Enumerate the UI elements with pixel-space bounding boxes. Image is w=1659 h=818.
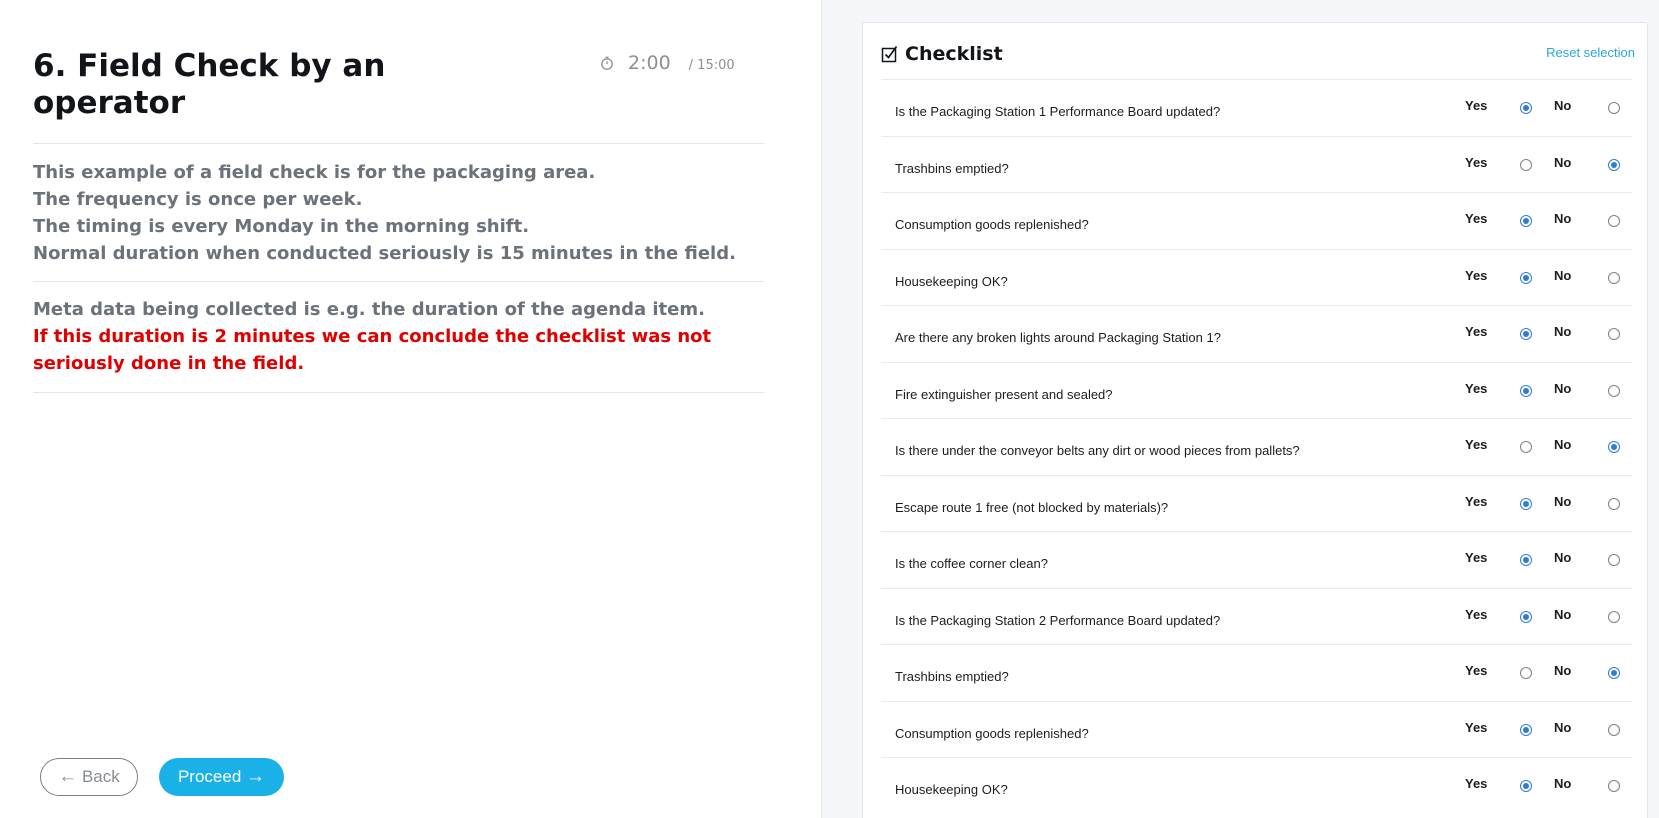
- proceed-button[interactable]: [159, 758, 284, 796]
- yes-radio[interactable]: [1520, 159, 1532, 171]
- divider: [33, 143, 764, 144]
- timer-total: / 15:00: [688, 58, 735, 73]
- description-block: [33, 159, 764, 267]
- checklist-title: [881, 43, 1003, 65]
- description-line: This example of a field check is for the packaging area.: [33, 162, 596, 183]
- no-radio[interactable]: [1608, 498, 1620, 510]
- description-line: The frequency is once per week.: [33, 189, 363, 210]
- timer: [600, 52, 735, 74]
- warning-text: If this duration is 2 minutes we can conclude the checklist was not seriously done in the field.: [33, 326, 712, 374]
- no-label: No: [1554, 493, 1572, 509]
- no-label: No: [1554, 663, 1572, 678]
- yes-label: Yes: [1465, 776, 1488, 791]
- checklist-title-text: Checklist: [905, 43, 1003, 65]
- meta-text: Meta data being collected is e.g. the duration of the agenda item.: [33, 299, 705, 320]
- yes-label: Yes: [1465, 154, 1488, 170]
- checkbox-checked-icon: [881, 45, 899, 63]
- checklist-row: [881, 475, 1632, 532]
- checklist-row: [881, 418, 1632, 475]
- no-radio[interactable]: [1608, 441, 1620, 453]
- yes-radio[interactable]: [1520, 102, 1532, 114]
- checklist-question: Housekeeping OK?: [895, 273, 1008, 289]
- checklist-row: [881, 757, 1632, 814]
- checklist-row: [881, 305, 1632, 362]
- checklist-card: [862, 22, 1648, 818]
- checklist-question: Is the Packaging Station 2 Performance Board updated?: [895, 612, 1221, 628]
- no-label: No: [1554, 211, 1572, 226]
- no-radio[interactable]: [1608, 272, 1620, 284]
- checklist-rows: [881, 79, 1632, 814]
- yes-label: Yes: [1465, 98, 1488, 113]
- left-panel: [0, 0, 821, 818]
- checklist-row: [881, 644, 1632, 701]
- checklist-row: [881, 249, 1632, 306]
- checklist-question: Housekeeping OK?: [895, 782, 1008, 797]
- no-label: No: [1554, 776, 1572, 791]
- checklist-row: [881, 136, 1632, 193]
- yes-radio[interactable]: [1520, 272, 1532, 284]
- no-radio[interactable]: [1608, 328, 1620, 340]
- no-label: No: [1554, 267, 1572, 283]
- divider: [33, 392, 764, 393]
- checklist-question: Escape route 1 free (not blocked by materials)?: [895, 499, 1169, 515]
- no-radio[interactable]: [1608, 385, 1620, 397]
- back-button-label: Back: [81, 767, 120, 786]
- no-label: No: [1554, 380, 1572, 396]
- arrow-left-icon: ←: [58, 766, 78, 787]
- yes-radio[interactable]: [1520, 611, 1532, 623]
- reset-selection-link[interactable]: Reset selection: [1546, 45, 1635, 60]
- yes-radio[interactable]: [1520, 554, 1532, 566]
- checklist-row: [881, 531, 1632, 588]
- no-label: No: [1554, 606, 1572, 622]
- timer-elapsed: 2:00: [628, 52, 671, 74]
- checklist-row: [881, 192, 1632, 249]
- checklist-header: [881, 43, 1647, 79]
- checklist-row: [881, 79, 1632, 136]
- checklist-question: Consumption goods replenished?: [895, 725, 1089, 741]
- yes-radio[interactable]: [1520, 780, 1532, 792]
- description-line: The timing is every Monday in the morning shift.: [33, 216, 530, 237]
- yes-radio[interactable]: [1520, 498, 1532, 510]
- no-radio[interactable]: [1608, 215, 1620, 227]
- yes-label: Yes: [1465, 719, 1488, 735]
- no-radio[interactable]: [1608, 667, 1620, 679]
- arrow-right-icon: →: [246, 766, 266, 787]
- yes-label: Yes: [1465, 211, 1488, 226]
- checklist-question: Trashbins emptied?: [895, 160, 1009, 176]
- yes-radio[interactable]: [1520, 441, 1532, 453]
- yes-label: Yes: [1465, 606, 1488, 622]
- back-button[interactable]: [40, 758, 138, 796]
- yes-label: Yes: [1465, 550, 1488, 565]
- checklist-question: Are there any broken lights around Packaging Station 1?: [895, 330, 1221, 345]
- description-line: Normal duration when conducted seriously is 15 minutes in the field.: [33, 243, 736, 264]
- divider: [33, 281, 764, 282]
- yes-radio[interactable]: [1520, 667, 1532, 679]
- no-label: No: [1554, 324, 1572, 339]
- yes-label: Yes: [1465, 663, 1488, 678]
- right-panel: [821, 0, 1659, 818]
- no-radio[interactable]: [1608, 102, 1620, 114]
- checklist-question: Trashbins emptied?: [895, 669, 1009, 684]
- yes-label: Yes: [1465, 493, 1488, 509]
- no-radio[interactable]: [1608, 159, 1620, 171]
- yes-label: Yes: [1465, 324, 1488, 339]
- stopwatch-icon: [600, 56, 614, 70]
- no-label: No: [1554, 550, 1572, 565]
- checklist-question: Fire extinguisher present and sealed?: [895, 386, 1113, 402]
- checklist-row: [881, 362, 1632, 419]
- no-label: No: [1554, 437, 1572, 452]
- no-radio[interactable]: [1608, 780, 1620, 792]
- yes-radio[interactable]: [1520, 328, 1532, 340]
- no-radio[interactable]: [1608, 724, 1620, 736]
- page-title: 6. Field Check by an operator: [33, 48, 386, 121]
- yes-label: Yes: [1465, 267, 1488, 283]
- checklist-row: [881, 588, 1632, 645]
- no-label: No: [1554, 154, 1572, 170]
- checklist-question: Is the Packaging Station 1 Performance Board updated?: [895, 104, 1221, 119]
- proceed-button-label: Proceed: [177, 767, 242, 786]
- meta-block: [33, 296, 764, 377]
- checklist-question: Is the coffee corner clean?: [895, 556, 1048, 571]
- checklist-row: [881, 701, 1632, 758]
- checklist-question: Consumption goods replenished?: [895, 217, 1089, 232]
- yes-label: Yes: [1465, 380, 1488, 396]
- no-radio[interactable]: [1608, 611, 1620, 623]
- no-radio[interactable]: [1608, 554, 1620, 566]
- yes-radio[interactable]: [1520, 385, 1532, 397]
- yes-label: Yes: [1465, 437, 1488, 452]
- no-label: No: [1554, 98, 1572, 113]
- yes-radio[interactable]: [1520, 724, 1532, 736]
- yes-radio[interactable]: [1520, 215, 1532, 227]
- no-label: No: [1554, 719, 1572, 735]
- checklist-question: Is there under the conveyor belts any dirt or wood pieces from pallets?: [895, 443, 1300, 458]
